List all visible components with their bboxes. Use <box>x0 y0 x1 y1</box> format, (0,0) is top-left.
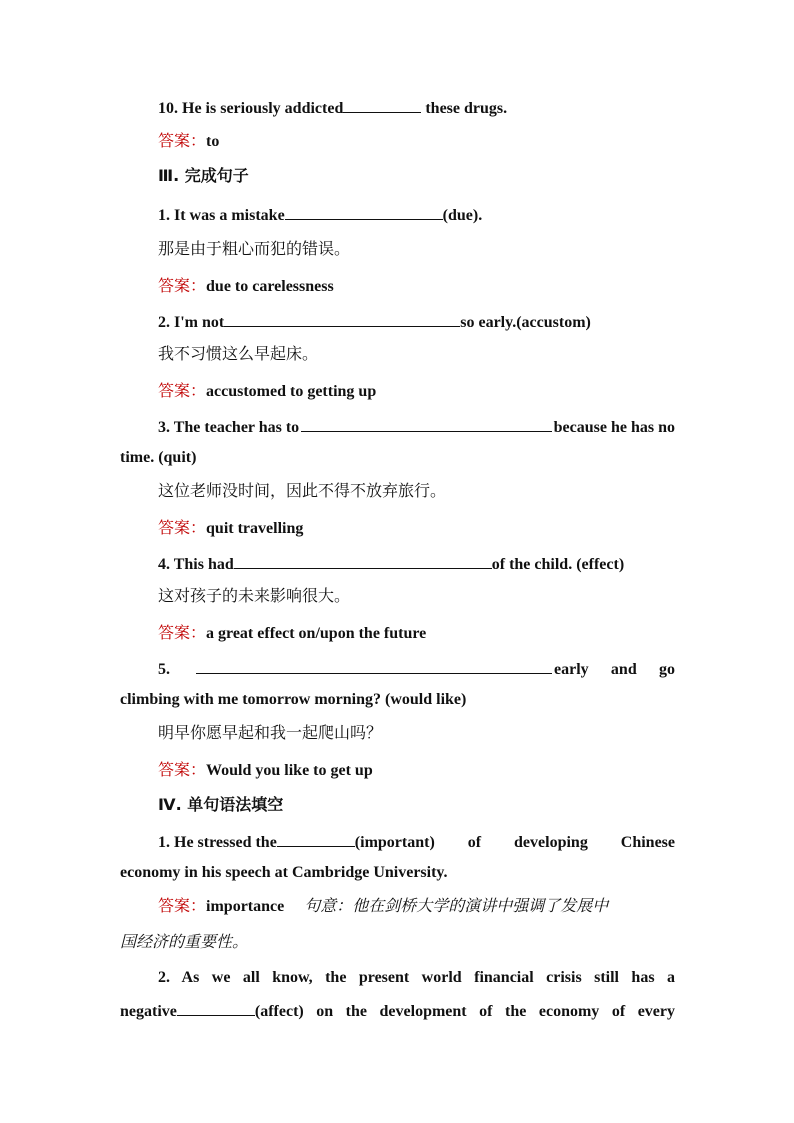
answer-line: 答案：a great effect on/upon the future <box>158 623 427 642</box>
sentence-2: 2. I'm not so early.(accustom) <box>158 311 675 333</box>
answer-line: 答案：importance 句意：他在剑桥大学的演讲中强调了发展中 <box>158 896 609 915</box>
grammar-1-continued: economy in his speech at Cambridge University. <box>120 864 448 881</box>
section-heading-iv: Ⅳ. 单句语法填空 <box>158 795 284 814</box>
answer-blank <box>343 97 421 113</box>
translation-4: 这对孩子的未来影响很大。 <box>158 586 351 605</box>
sentence-3-continued: time. (quit) <box>120 449 197 466</box>
answer-blank <box>177 1000 255 1016</box>
answer-line: 答案：Would you like to get up <box>158 760 373 779</box>
sentence-1: 1. It was a mistake (due). <box>158 204 675 226</box>
grammar-2-continued: negative (affect) on the development of the economy of every <box>120 1000 675 1022</box>
explanation-note-continued: 国经济的重要性。 <box>120 932 249 951</box>
answer-label: 答案： <box>158 276 207 295</box>
answer-line: 答案：due to carelessness <box>158 276 334 295</box>
section-heading-iii: Ⅲ. 完成句子 <box>158 166 249 185</box>
answer-label: 答案： <box>158 760 207 779</box>
translation-2: 我不习惯这么早起床。 <box>158 344 319 363</box>
explanation-note: 句意：他在剑桥大学的演讲中强调了发展中 <box>304 896 609 915</box>
answer-label: 答案： <box>158 518 207 537</box>
answer-label: 答案： <box>158 623 207 642</box>
answer-label: 答案： <box>158 896 207 915</box>
grammar-1: 1. He stressed the (important) of developing Chinese <box>158 831 675 853</box>
translation-3: 这位老师没时间，因此不得不放弃旅行。 <box>158 481 447 500</box>
answer-line: 答案：quit travelling <box>158 518 304 537</box>
answer-blank <box>234 553 492 569</box>
answer-blank <box>224 311 460 327</box>
answer-blank <box>301 416 551 432</box>
answer-line: 答案：to <box>158 131 220 150</box>
translation-1: 那是由于粗心而犯的错误。 <box>158 239 351 258</box>
sentence-4: 4. This had of the child. (effect) <box>158 553 675 575</box>
sentence-5: 5. early and go <box>158 658 675 680</box>
answer-blank <box>285 204 443 220</box>
grammar-2: 2. As we all know, the present world financial crisis still has a <box>158 969 675 986</box>
answer-line: 答案：accustomed to getting up <box>158 381 377 400</box>
question-10: 10. He is seriously addicted these drugs. <box>158 97 675 119</box>
translation-5: 明早你愿早起和我一起爬山吗？ <box>158 723 383 742</box>
sentence-5-continued: climbing with me tomorrow morning? (would like) <box>120 691 467 708</box>
sentence-3: 3. The teacher has to because he has no <box>158 416 675 438</box>
answer-blank <box>196 658 552 674</box>
answer-label: 答案： <box>158 131 207 150</box>
answer-blank <box>277 831 355 847</box>
answer-label: 答案： <box>158 381 207 400</box>
